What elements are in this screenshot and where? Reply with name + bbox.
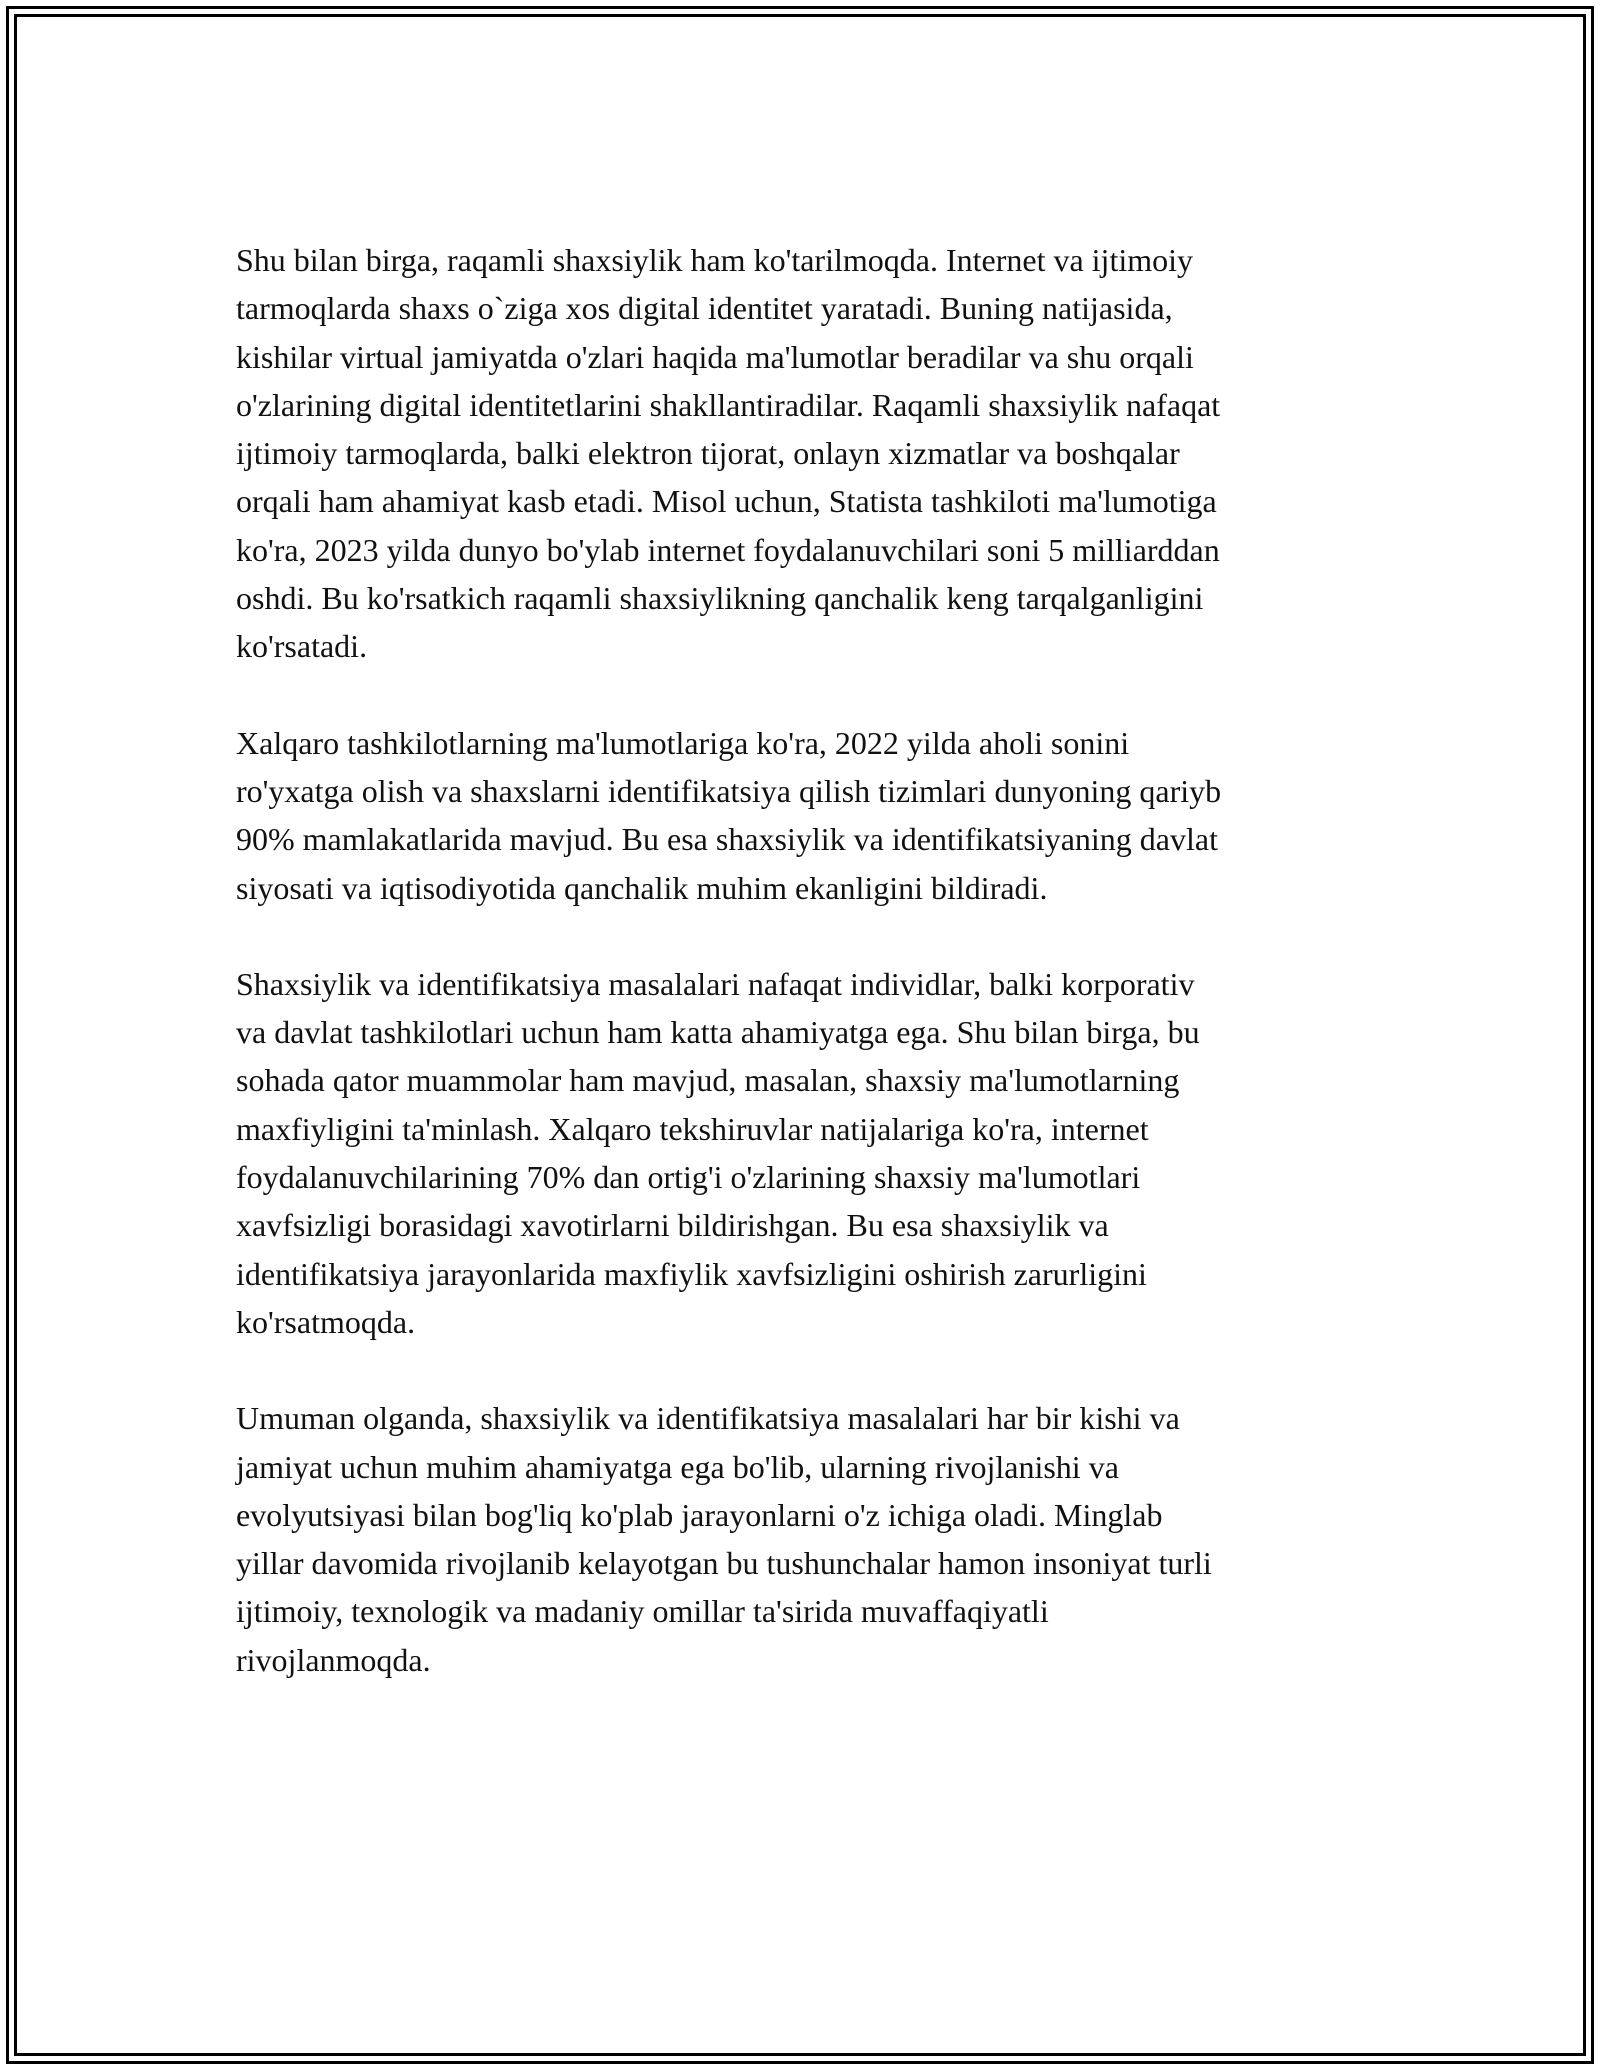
- paragraph-privacy-concerns: Shaxsiylik va identifikatsiya masalalari nafaqat individlar, balki korporativ va davlat tashkilotlari uchun ham katta ahamiyatga ega. Shu bilan birga, bu sohada qator muammolar ham mavjud, masalan, shaxsiy ma'lumotlarning maxfiyligini ta'minlash. Xalqaro tekshiruvlar natijalariga ko'ra, internet foydalanuvchilarining 70% dan ortig'i o'zlarining shaxsiy ma'lumotlari xavfsizligi borasidagi xavotirlarni bildirishgan. Bu esa shaxsiylik va identifikatsiya jarayonlarida maxfiylik xavfsizligini oshirish zarurligini ko'rsatmoqda.: [236, 965, 1200, 1340]
- paragraph-digital-identity: Shu bilan birga, raqamli shaxsiylik ham ko'tarilmoqda. Internet va ijtimoiy tarmoqlarda shaxs o`ziga xos digital identitet yaratadi. Buning natijasida, kishilar virtual jamiyatda o'zlari haqida ma'lumotlar beradilar va shu orqali o'zlarining digital identitetlarini shakllantiradilar. Raqamli shaxsiylik nafaqat ijtimoiy tarmoqlarda, balki elektron tijorat, onlayn xizmatlar va boshqalar orqali ham ahamiyat kasb etadi. Misol uchun, Statista tashkiloti ma'lumotiga ko'ra, 2023 yilda dunyo bo'ylab internet foydalanuvchilari soni 5 milliarddan oshdi. Bu ko'rsatkich raqamli shaxsiylikning qanchalik keng tarqalganligini ko'rsatadi.: [236, 242, 1221, 665]
- paragraph-conclusion: Umuman olganda, shaxsiylik va identifikatsiya masalalari har bir kishi va jamiyat uchun muhim ahamiyatga ega bo'lib, ularning rivojlanishi va evolyutsiyasi bilan bog'liq ko'plab jarayonlarni o'z ichiga oladi. Minglab yillar davomida rivojlanib kelayotgan bu tushunchalar hamon insoniyat turli ijtimoiy, texnologik va madaniy omillar ta'sirida muvaffaqiyatli rivojlanmoqda.: [236, 1400, 1212, 1678]
- document-body: [236, 236, 1366, 1684]
- paragraph-identification-systems: Xalqaro tashkilotlarning ma'lumotlariga ko'ra, 2022 yilda aholi sonini ro'yxatga olish va shaxslarni identifikatsiya qilish tizimlari dunyoning qariyb 90% mamlakatlarida mavjud. Bu esa shaxsiylik va identifikatsiyaning davlat siyosati va iqtisodiyotida qanchalik muhim ekanligini bildiradi.: [236, 724, 1222, 906]
